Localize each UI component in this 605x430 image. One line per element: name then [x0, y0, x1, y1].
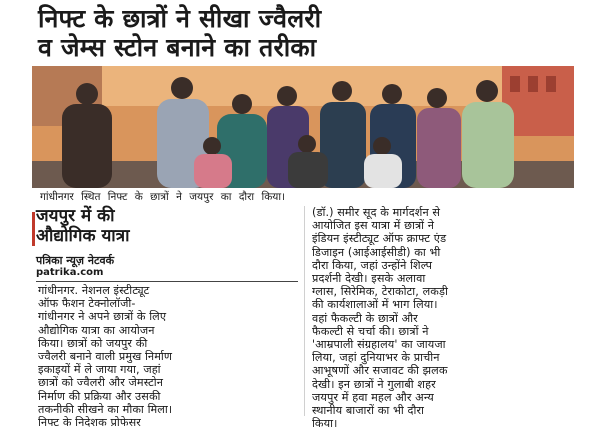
photo-caption: गांधीनगर स्थित निफ्ट के छात्रों ने जयपुर का दौरा किया।: [40, 191, 286, 203]
article-left-column: [32, 206, 298, 429]
body-line: किया। छात्रों को जयपुर की: [38, 336, 148, 350]
left-body: [32, 284, 298, 429]
body-line: गांधीनगर ने अपने छात्रों के लिए: [38, 310, 167, 324]
article-right-column: [312, 206, 576, 430]
source-site: patrika.com: [36, 267, 104, 278]
body-line: छात्रों को ज्वैलरी और जेमस्टोन: [38, 376, 164, 390]
body-line: औद्योगिक यात्रा का आयोजन: [38, 323, 155, 337]
headline-line-1: निफ्ट के छात्रों ने सीखा ज्वैलरी: [38, 4, 322, 33]
subhead-accent-bar: [32, 212, 35, 246]
body-line: 'आम्रपाली संग्रहालय' का जायजा: [312, 338, 446, 352]
byline-divider: [36, 281, 298, 282]
body-line: देखी। इन छात्रों ने गुलाबी शहर: [312, 377, 436, 391]
body-line: फैकल्टी से चर्चा की। छात्रों ने: [312, 324, 429, 338]
body-line: प्रदर्शनी देखी। इसके अलावा: [312, 272, 426, 286]
body-line: इंडियन इंस्टीट्यूट ऑफ क्राफ्ट एंड: [312, 232, 447, 246]
column-gutter: [304, 206, 305, 416]
body-line: डिजाइन (आईआईसीडी) का भी: [312, 245, 441, 259]
group-photo: [32, 66, 574, 188]
headline-line-2: व जेम्स स्टोन बनाने का तरीका: [38, 33, 317, 62]
body-line: तकनीकी सीखने का मौका मिला।: [38, 402, 173, 416]
body-line: जयपुर में हवा महल और अन्य: [312, 390, 434, 404]
body-line: किया।: [312, 417, 338, 430]
subhead-line-1: जयपुर में की: [36, 206, 115, 226]
body-line: दौरा किया, जहां उन्होंने शिल्प: [312, 258, 433, 272]
body-line: इकाइयों में ले जाया गया, जहां: [38, 363, 161, 377]
body-line: ज्वैलरी बनाने वाली प्रमुख निर्माण: [38, 350, 173, 364]
subhead-line-2: औद्योगिक यात्रा: [36, 226, 130, 246]
body-line: ऑफ फैशन टेक्नोलॉजी-: [38, 297, 136, 311]
body-line: स्थानीय बाजारों का भी दौरा: [312, 404, 425, 418]
body-line: निर्माण की प्रक्रिया और उसकी: [38, 389, 161, 403]
body-line: (डॉ.) समीर सूद के मार्गदर्शन से: [312, 206, 441, 219]
headline: [38, 4, 598, 62]
body-line: ग्लास, सिरेमिक, टेराकोटा, लकड़ी: [312, 285, 448, 299]
byline: पत्रिका न्यूज़ नेटवर्क: [36, 254, 115, 267]
body-line: निफ्ट के निदेशक प्रोफेसर: [38, 416, 141, 430]
group-photo-illustration: [32, 66, 574, 188]
body-line: वहां फैकल्टी के छात्रों और: [312, 311, 418, 325]
body-line: गांधीनगर. नेशनल इंस्टीट्यूट: [38, 284, 150, 297]
body-line: आयोजित इस यात्रा में छात्रों ने: [312, 219, 435, 233]
body-line: आभूषणों और सजावट की झलक: [312, 364, 448, 378]
body-line: लिया, जहां दुनियाभर के प्राचीन: [312, 351, 440, 365]
body-line: की कार्यशालाओं में भाग लिया।: [312, 298, 438, 312]
